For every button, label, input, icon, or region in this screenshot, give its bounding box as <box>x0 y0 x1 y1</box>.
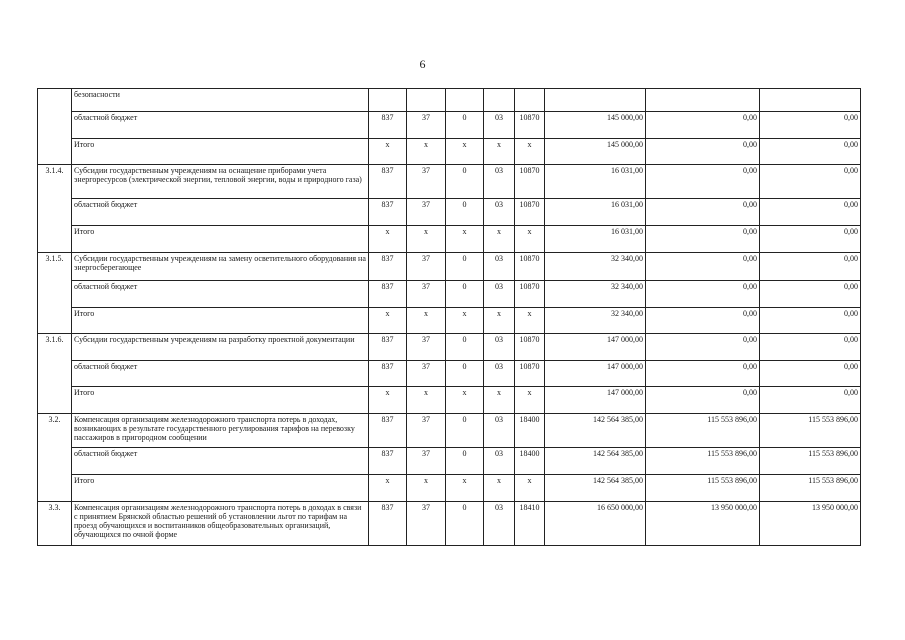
amount-cell <box>646 89 760 112</box>
amount-cell: 142 564 385,00 <box>545 448 646 475</box>
budget-code-cell: 837 <box>369 281 407 308</box>
amount-cell: 0,00 <box>646 387 760 414</box>
budget-code-cell: 37 <box>407 414 446 448</box>
budget-code-cell: 37 <box>407 502 446 546</box>
amount-cell: 147 000,00 <box>545 334 646 361</box>
row-number <box>38 139 72 165</box>
row-number: 3.2. <box>38 414 72 448</box>
budget-code-cell <box>446 89 484 112</box>
row-number <box>38 89 72 112</box>
row-number <box>38 112 72 139</box>
amount-cell: 0,00 <box>646 226 760 253</box>
budget-code-cell: 10870 <box>515 253 545 281</box>
amount-cell: 0,00 <box>646 361 760 387</box>
amount-cell: 0,00 <box>646 308 760 334</box>
row-number <box>38 475 72 502</box>
budget-code-cell: 837 <box>369 199 407 226</box>
budget-code-cell: х <box>484 387 515 414</box>
budget-code-cell: х <box>407 475 446 502</box>
amount-cell: 0,00 <box>760 308 861 334</box>
budget-code-cell: 37 <box>407 199 446 226</box>
row-number <box>38 387 72 414</box>
table-row <box>38 165 861 199</box>
row-description: областной бюджет <box>72 448 369 475</box>
table-row <box>38 448 861 475</box>
amount-cell: 145 000,00 <box>545 139 646 165</box>
budget-code-cell: 03 <box>484 199 515 226</box>
row-description: Субсидии государственным учреждениям на замену осветительного оборудования на энергосберегающее <box>72 253 369 281</box>
amount-cell: 16 650 000,00 <box>545 502 646 546</box>
budget-code-cell: 837 <box>369 165 407 199</box>
budget-code-cell: 37 <box>407 448 446 475</box>
budget-code-cell: 37 <box>407 165 446 199</box>
amount-cell: 0,00 <box>760 387 861 414</box>
budget-code-cell: х <box>407 387 446 414</box>
budget-code-cell: 0 <box>446 281 484 308</box>
amount-cell: 0,00 <box>760 226 861 253</box>
budget-code-cell <box>407 89 446 112</box>
table-row <box>38 199 861 226</box>
amount-cell: 0,00 <box>760 334 861 361</box>
budget-code-cell: 0 <box>446 361 484 387</box>
budget-code-cell: 10870 <box>515 165 545 199</box>
budget-code-cell: х <box>446 387 484 414</box>
amount-cell: 0,00 <box>760 199 861 226</box>
amount-cell: 0,00 <box>646 165 760 199</box>
budget-code-cell: 10870 <box>515 281 545 308</box>
budget-code-cell: 37 <box>407 281 446 308</box>
row-description: безопасности <box>72 89 369 112</box>
budget-code-cell: 18400 <box>515 414 545 448</box>
budget-code-cell: 837 <box>369 448 407 475</box>
amount-cell: 0,00 <box>646 199 760 226</box>
budget-code-cell: 0 <box>446 334 484 361</box>
table-row <box>38 308 861 334</box>
table-row <box>38 334 861 361</box>
amount-cell: 145 000,00 <box>545 112 646 139</box>
budget-code-cell: х <box>484 475 515 502</box>
budget-code-cell: 37 <box>407 334 446 361</box>
amount-cell: 0,00 <box>646 253 760 281</box>
row-number: 3.1.4. <box>38 165 72 199</box>
row-description: Итого <box>72 226 369 253</box>
budget-code-cell: х <box>369 139 407 165</box>
row-description: областной бюджет <box>72 281 369 308</box>
row-number <box>38 448 72 475</box>
budget-code-cell <box>484 89 515 112</box>
budget-code-cell: 03 <box>484 253 515 281</box>
budget-code-cell: 37 <box>407 361 446 387</box>
amount-cell: 0,00 <box>646 112 760 139</box>
amount-cell: 16 031,00 <box>545 226 646 253</box>
amount-cell: 32 340,00 <box>545 253 646 281</box>
budget-code-cell <box>515 89 545 112</box>
budget-code-cell: х <box>446 226 484 253</box>
amount-cell: 115 553 896,00 <box>760 475 861 502</box>
budget-code-cell: 0 <box>446 199 484 226</box>
budget-code-cell: 03 <box>484 361 515 387</box>
budget-code-cell: х <box>515 226 545 253</box>
row-description: Компенсация организациям железнодорожного транспорта потерь в доходах, возникающих в результате государственного регулирования тарифов на перевозку пассажиров в пригородном сообщении <box>72 414 369 448</box>
budget-code-cell: 03 <box>484 414 515 448</box>
amount-cell: 0,00 <box>760 139 861 165</box>
amount-cell: 32 340,00 <box>545 281 646 308</box>
budget-code-cell: 0 <box>446 448 484 475</box>
amount-cell <box>760 89 861 112</box>
row-description: Итого <box>72 139 369 165</box>
budget-code-cell: 37 <box>407 112 446 139</box>
amount-cell: 147 000,00 <box>545 387 646 414</box>
amount-cell: 32 340,00 <box>545 308 646 334</box>
budget-code-cell: х <box>515 308 545 334</box>
budget-code-cell: 18410 <box>515 502 545 546</box>
budget-code-cell: 03 <box>484 112 515 139</box>
budget-code-cell: х <box>446 475 484 502</box>
budget-code-cell: 03 <box>484 448 515 475</box>
amount-cell: 0,00 <box>646 139 760 165</box>
amount-cell: 115 553 896,00 <box>760 414 861 448</box>
row-description: Субсидии государственным учреждениям на оснащение приборами учета энергоресурсов (электрической энергии, тепловой энергии, воды и природного газа) <box>72 165 369 199</box>
table-row <box>38 361 861 387</box>
amount-cell: 115 553 896,00 <box>760 448 861 475</box>
page-number: 6 <box>419 57 426 71</box>
row-number <box>38 281 72 308</box>
row-number <box>38 199 72 226</box>
budget-code-cell: х <box>407 139 446 165</box>
budget-code-cell: х <box>369 475 407 502</box>
budget-code-cell: 18400 <box>515 448 545 475</box>
budget-code-cell: 03 <box>484 281 515 308</box>
budget-code-cell: х <box>515 387 545 414</box>
budget-code-cell: х <box>515 139 545 165</box>
amount-cell: 0,00 <box>760 281 861 308</box>
budget-code-cell: 10870 <box>515 112 545 139</box>
budget-code-cell: х <box>369 308 407 334</box>
table-row <box>38 414 861 448</box>
budget-code-cell: х <box>515 475 545 502</box>
amount-cell: 13 950 000,00 <box>646 502 760 546</box>
amount-cell: 0,00 <box>760 361 861 387</box>
table-row <box>38 281 861 308</box>
budget-code-cell: х <box>484 139 515 165</box>
budget-table-body <box>38 89 861 546</box>
budget-code-cell: 0 <box>446 414 484 448</box>
budget-code-cell: х <box>407 226 446 253</box>
row-description: Компенсация организациям железнодорожного транспорта потерь в доходах в связи с принятием Брянской областью решений об установлении льгот по тарифам на проезд обучающихся и воспитанников общеобразовательных организаций, обучающихся по очной форме <box>72 502 369 546</box>
budget-code-cell: х <box>446 308 484 334</box>
amount-cell: 13 950 000,00 <box>760 502 861 546</box>
amount-cell: 0,00 <box>646 334 760 361</box>
row-description: Итого <box>72 387 369 414</box>
table-row <box>38 139 861 165</box>
budget-code-cell: 10870 <box>515 334 545 361</box>
table-row <box>38 253 861 281</box>
budget-code-cell: 03 <box>484 165 515 199</box>
budget-code-cell: 837 <box>369 112 407 139</box>
amount-cell <box>545 89 646 112</box>
budget-code-cell: х <box>446 139 484 165</box>
amount-cell: 115 553 896,00 <box>646 448 760 475</box>
amount-cell: 0,00 <box>646 281 760 308</box>
row-description: областной бюджет <box>72 361 369 387</box>
budget-code-cell: х <box>484 226 515 253</box>
budget-code-cell: 0 <box>446 502 484 546</box>
budget-code-cell: 10870 <box>515 361 545 387</box>
budget-code-cell: х <box>369 226 407 253</box>
budget-code-cell: 837 <box>369 361 407 387</box>
budget-code-cell: 0 <box>446 165 484 199</box>
amount-cell: 0,00 <box>760 165 861 199</box>
row-number <box>38 361 72 387</box>
table-row <box>38 89 861 112</box>
amount-cell: 0,00 <box>760 112 861 139</box>
table-row <box>38 502 861 546</box>
budget-code-cell: 0 <box>446 112 484 139</box>
budget-table <box>37 88 861 546</box>
row-number <box>38 308 72 334</box>
budget-code-cell: 837 <box>369 334 407 361</box>
budget-code-cell: х <box>407 308 446 334</box>
row-number: 3.1.5. <box>38 253 72 281</box>
budget-code-cell: 37 <box>407 253 446 281</box>
amount-cell: 115 553 896,00 <box>646 414 760 448</box>
amount-cell: 16 031,00 <box>545 199 646 226</box>
amount-cell: 115 553 896,00 <box>646 475 760 502</box>
table-row <box>38 387 861 414</box>
amount-cell: 142 564 385,00 <box>545 475 646 502</box>
amount-cell: 147 000,00 <box>545 361 646 387</box>
row-number: 3.3. <box>38 502 72 546</box>
budget-code-cell: х <box>369 387 407 414</box>
row-description: Субсидии государственным учреждениям на разработку проектной документации <box>72 334 369 361</box>
budget-code-cell: 0 <box>446 253 484 281</box>
amount-cell: 142 564 385,00 <box>545 414 646 448</box>
budget-code-cell: 837 <box>369 502 407 546</box>
table-row <box>38 226 861 253</box>
budget-code-cell: 03 <box>484 502 515 546</box>
row-description: Итого <box>72 475 369 502</box>
budget-code-cell: 03 <box>484 334 515 361</box>
row-number <box>38 226 72 253</box>
amount-cell: 16 031,00 <box>545 165 646 199</box>
budget-code-cell: 837 <box>369 414 407 448</box>
table-row <box>38 475 861 502</box>
row-number: 3.1.6. <box>38 334 72 361</box>
table-row <box>38 112 861 139</box>
budget-code-cell: 837 <box>369 253 407 281</box>
row-description: областной бюджет <box>72 199 369 226</box>
budget-code-cell: х <box>484 308 515 334</box>
amount-cell: 0,00 <box>760 253 861 281</box>
row-description: Итого <box>72 308 369 334</box>
row-description: областной бюджет <box>72 112 369 139</box>
budget-code-cell: 10870 <box>515 199 545 226</box>
budget-code-cell <box>369 89 407 112</box>
